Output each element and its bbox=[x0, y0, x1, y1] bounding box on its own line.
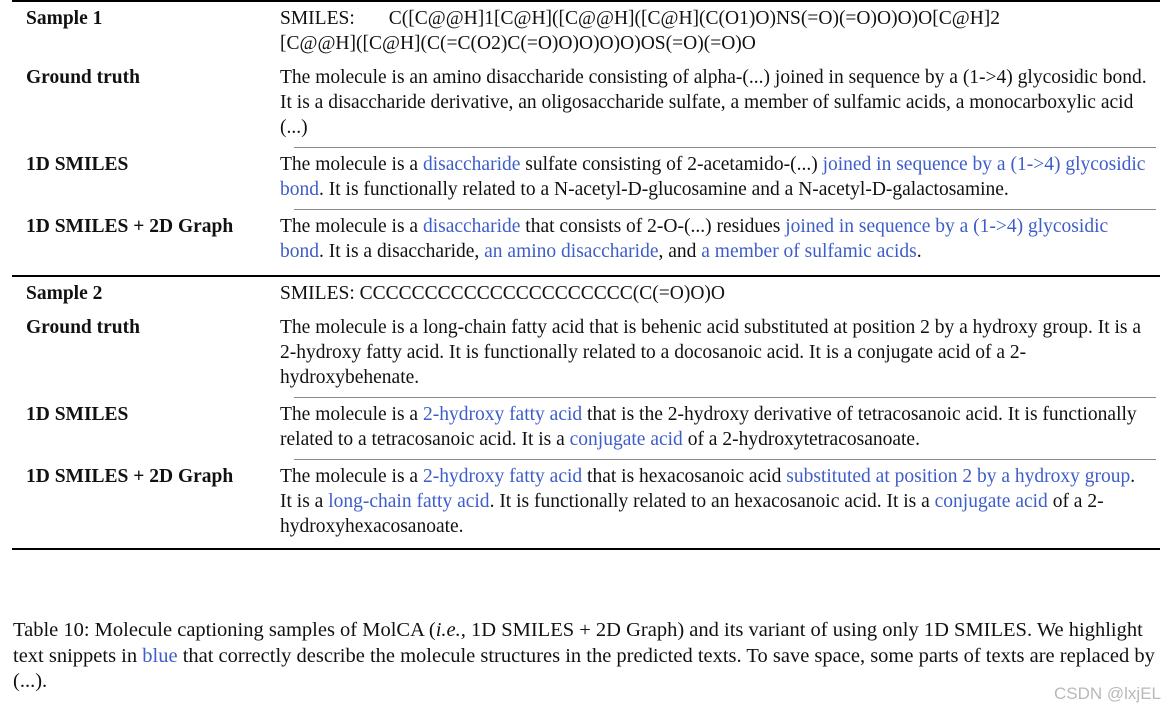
sample-title: Sample 1 bbox=[26, 8, 103, 29]
smiles-text bbox=[280, 2, 1150, 61]
text-snippet: . bbox=[916, 241, 922, 262]
caption-snippet: i.e., bbox=[435, 619, 466, 641]
highlighted-snippet: joined in sequence by a (1->4) glycosidic bond bbox=[280, 154, 1146, 200]
row-label: Ground truth bbox=[26, 317, 140, 338]
text-snippet: . It is a bbox=[280, 466, 1136, 512]
smiles-label: SMILES: bbox=[280, 283, 355, 304]
text-snippet: The molecule is a bbox=[280, 154, 423, 175]
text-snippet: . It is a disaccharide, bbox=[319, 241, 485, 262]
row-label: Ground truth bbox=[26, 67, 140, 88]
sample-1-row-1d-smiles bbox=[12, 148, 1160, 207]
highlighted-snippet: 2-hydroxy fatty acid bbox=[422, 404, 583, 425]
highlighted-snippet: disaccharide bbox=[422, 216, 521, 237]
caption-snippet: that correctly describe the molecule structures in the predicted texts. To save space, some parts of texts are replaced by (...). bbox=[13, 644, 1155, 692]
text-snippet: The molecule is a bbox=[280, 216, 423, 237]
highlighted-snippet: substituted at position 2 by a hydroxy group bbox=[786, 466, 1131, 487]
highlighted-snippet: joined in sequence by a (1->4) glycosidic bond bbox=[280, 216, 1109, 262]
text-snippet: The molecule is a bbox=[280, 404, 423, 425]
sample-1-smiles-row bbox=[12, 2, 1160, 61]
caption-snippet: Table 10: Molecule captioning samples of MolCA ( bbox=[13, 619, 436, 641]
row-text bbox=[280, 398, 1150, 457]
smiles-text bbox=[280, 277, 1150, 311]
highlighted-snippet: a member of sulfamic acids bbox=[701, 241, 917, 262]
text-snippet: . It is functionally related to a N-acetyl-D-glucosamine and a N-acetyl-D-galactosamine. bbox=[319, 179, 1009, 200]
smiles-line-1: C([C@@H]1[C@H]([C@@H]([C@H](C(O1)O)NS(=O)(=O)O)O)O[C@H]2 bbox=[388, 8, 1001, 29]
highlighted-snippet: an amino disaccharide bbox=[484, 241, 659, 262]
highlighted-snippet: conjugate acid bbox=[934, 491, 1048, 512]
table-caption bbox=[13, 618, 1161, 695]
sample-title: Sample 2 bbox=[26, 283, 103, 304]
row-label: 1D SMILES + 2D Graph bbox=[26, 216, 234, 237]
sample-1-row-1d-2d bbox=[12, 210, 1160, 269]
table-bottom-rule bbox=[12, 548, 1160, 550]
text-snippet: , and bbox=[658, 241, 702, 262]
text-snippet: of a 2-hydroxytetracosanoate. bbox=[682, 429, 920, 450]
sample-2-row-1d-2d bbox=[12, 460, 1160, 544]
highlighted-snippet: long-chain fatty acid bbox=[328, 491, 490, 512]
text-snippet: The molecule is a bbox=[280, 466, 423, 487]
row-text bbox=[280, 460, 1150, 544]
row-label: 1D SMILES + 2D Graph bbox=[26, 466, 234, 487]
smiles-line-1: CCCCCCCCCCCCCCCCCCCCC(C(=O)O)O bbox=[359, 283, 725, 304]
highlighted-snippet: disaccharide bbox=[422, 154, 521, 175]
text-snippet: that is hexacosanoic acid bbox=[582, 466, 787, 487]
smiles-line-2: [C@@H]([C@H](C(=C(O2)C(=O)O)O)O)O)OS(=O)(=O)O bbox=[280, 33, 756, 54]
highlighted-snippet: conjugate acid bbox=[569, 429, 683, 450]
sample-2-row-1d-smiles bbox=[12, 398, 1160, 457]
row-text bbox=[280, 210, 1150, 269]
row-text bbox=[280, 148, 1150, 207]
watermark: CSDN @lxjEL bbox=[1054, 684, 1161, 703]
sample-1-row-ground-truth bbox=[12, 61, 1160, 145]
text-snippet: . It is functionally related to an hexacosanoic acid. It is a bbox=[489, 491, 935, 512]
sample-2-row-ground-truth bbox=[12, 311, 1160, 395]
caption-snippet: 1D SMILES + 2D Graph) and its variant of using only 1D SMILES. We highlight text snippets in bbox=[13, 619, 1143, 667]
text-snippet: of a 2-hydroxyhexacosanoate. bbox=[280, 491, 1104, 537]
text-snippet: that is the 2-hydroxy derivative of tetracosanoic acid. It is functionally related to a tetracosanoic acid. It is a bbox=[280, 404, 1137, 450]
smiles-label: SMILES: bbox=[280, 8, 355, 29]
sample-1-block bbox=[12, 2, 1160, 269]
row-text bbox=[280, 61, 1150, 145]
text-snippet: The molecule is an amino disaccharide consisting of alpha-(...) joined in sequence by a (1->4) glycosidic bond. It is a disaccharide derivative, an oligosaccharide sulfate, a member of sulfamic acids, a monocarboxylic acid (...) bbox=[280, 67, 1147, 138]
row-text bbox=[280, 311, 1150, 395]
text-snippet: The molecule is a long-chain fatty acid that is behenic acid substituted at position 2 by a hydroxy group. It is a 2-hydroxy fatty acid. It is functionally related to a docosanoic acid. It is a conjugate acid of a 2-hydroxybehenate. bbox=[280, 317, 1142, 388]
caption-snippet: blue bbox=[142, 644, 178, 667]
text-snippet: sulfate consisting of 2-acetamido-(...) bbox=[520, 154, 823, 175]
row-label: 1D SMILES bbox=[26, 154, 129, 175]
sample-2-smiles-row bbox=[12, 277, 1160, 311]
results-table bbox=[12, 0, 1160, 550]
highlighted-snippet: 2-hydroxy fatty acid bbox=[422, 466, 583, 487]
row-label: 1D SMILES bbox=[26, 404, 129, 425]
text-snippet: that consists of 2-O-(...) residues bbox=[520, 216, 786, 237]
sample-2-block bbox=[12, 277, 1160, 544]
